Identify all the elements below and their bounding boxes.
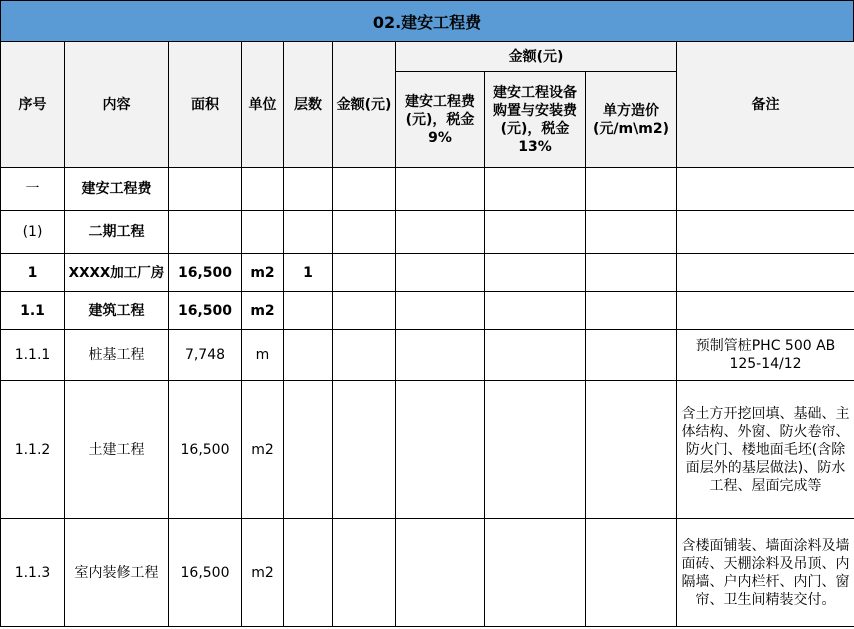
table-row <box>1 254 854 292</box>
cell-equipment-fee <box>485 168 586 211</box>
cell-amount <box>333 211 396 254</box>
cell-seq: 一 <box>1 168 65 211</box>
cell-content: 建安工程费 <box>65 168 169 211</box>
cell-floors <box>284 168 333 211</box>
header-unit-cost: 单方造价(元/m\m2) <box>586 72 677 168</box>
cell-note <box>677 211 854 254</box>
cell-area <box>169 168 242 211</box>
cell-floors <box>284 381 333 519</box>
cell-equipment-fee <box>485 254 586 292</box>
cell-unit: m <box>242 330 284 381</box>
cell-area: 16,500 <box>169 254 242 292</box>
header-amount-group: 金额(元) <box>396 42 677 72</box>
cell-floors: 1 <box>284 254 333 292</box>
cell-content: 土建工程 <box>65 381 169 519</box>
cell-construction-fee <box>396 330 485 381</box>
header-unit: 单位 <box>242 42 284 168</box>
cell-seq: 1 <box>1 254 65 292</box>
cell-unit-cost <box>586 211 677 254</box>
cell-construction-fee <box>396 211 485 254</box>
cell-seq: 1.1.3 <box>1 519 65 627</box>
cell-amount <box>333 330 396 381</box>
cell-seq: (1) <box>1 211 65 254</box>
cell-equipment-fee <box>485 292 586 330</box>
cell-amount <box>333 519 396 627</box>
cell-seq: 1.1.2 <box>1 381 65 519</box>
cell-equipment-fee <box>485 381 586 519</box>
cell-unit <box>242 211 284 254</box>
sheet-title: 02.建安工程费 <box>0 0 854 41</box>
cell-amount <box>333 381 396 519</box>
cell-area: 16,500 <box>169 381 242 519</box>
cost-table <box>0 41 854 627</box>
cell-equipment-fee <box>485 330 586 381</box>
cell-content: 建筑工程 <box>65 292 169 330</box>
cell-note: 预制管桩PHC 500 AB 125-14/12 <box>677 330 854 381</box>
header-amount: 金额(元) <box>333 42 396 168</box>
cell-content: 二期工程 <box>65 211 169 254</box>
cell-unit-cost <box>586 168 677 211</box>
cell-unit: m2 <box>242 381 284 519</box>
cell-construction-fee <box>396 292 485 330</box>
cell-construction-fee <box>396 168 485 211</box>
cell-construction-fee <box>396 381 485 519</box>
cell-equipment-fee <box>485 211 586 254</box>
cell-floors <box>284 519 333 627</box>
cell-content: 室内装修工程 <box>65 519 169 627</box>
cell-note: 含楼面铺装、墙面涂料及墙面砖、天棚涂料及吊顶、内隔墙、户内栏杆、内门、窗帘、卫生间精装交付。 <box>677 519 854 627</box>
table-row <box>1 330 854 381</box>
cell-note <box>677 292 854 330</box>
cell-floors <box>284 292 333 330</box>
table-row <box>1 211 854 254</box>
cell-equipment-fee <box>485 519 586 627</box>
header-seq: 序号 <box>1 42 65 168</box>
table-row <box>1 168 854 211</box>
cell-note <box>677 254 854 292</box>
cell-amount <box>333 168 396 211</box>
cell-seq: 1.1.1 <box>1 330 65 381</box>
cell-amount <box>333 254 396 292</box>
cell-unit: m2 <box>242 254 284 292</box>
cell-note <box>677 168 854 211</box>
cell-seq: 1.1 <box>1 292 65 330</box>
cell-amount <box>333 292 396 330</box>
cell-unit: m2 <box>242 292 284 330</box>
cell-unit-cost <box>586 254 677 292</box>
cell-note: 含土方开挖回填、基础、主体结构、外窗、防火卷帘、防火门、楼地面毛坯(含除面层外的基层做法)、防水工程、屋面完成等 <box>677 381 854 519</box>
cell-area: 16,500 <box>169 519 242 627</box>
cell-unit <box>242 168 284 211</box>
cell-area: 7,748 <box>169 330 242 381</box>
header-content: 内容 <box>65 42 169 168</box>
cell-content: 桩基工程 <box>65 330 169 381</box>
cell-construction-fee <box>396 519 485 627</box>
cell-unit-cost <box>586 292 677 330</box>
cell-area: 16,500 <box>169 292 242 330</box>
cell-unit: m2 <box>242 519 284 627</box>
table-row <box>1 381 854 519</box>
header-remarks: 备注 <box>677 42 854 168</box>
cell-unit-cost <box>586 381 677 519</box>
header-construction-fee: 建安工程费(元)，税金9% <box>396 72 485 168</box>
header-floors: 层数 <box>284 42 333 168</box>
table-row <box>1 519 854 627</box>
cell-floors <box>284 211 333 254</box>
header-area: 面积 <box>169 42 242 168</box>
cell-area <box>169 211 242 254</box>
cell-floors <box>284 330 333 381</box>
cell-construction-fee <box>396 254 485 292</box>
table-row <box>1 292 854 330</box>
cell-unit-cost <box>586 330 677 381</box>
header-equipment-fee: 建安工程设备购置与安装费(元)，税金13% <box>485 72 586 168</box>
cell-content: XXXX加工厂房 <box>65 254 169 292</box>
cell-unit-cost <box>586 519 677 627</box>
